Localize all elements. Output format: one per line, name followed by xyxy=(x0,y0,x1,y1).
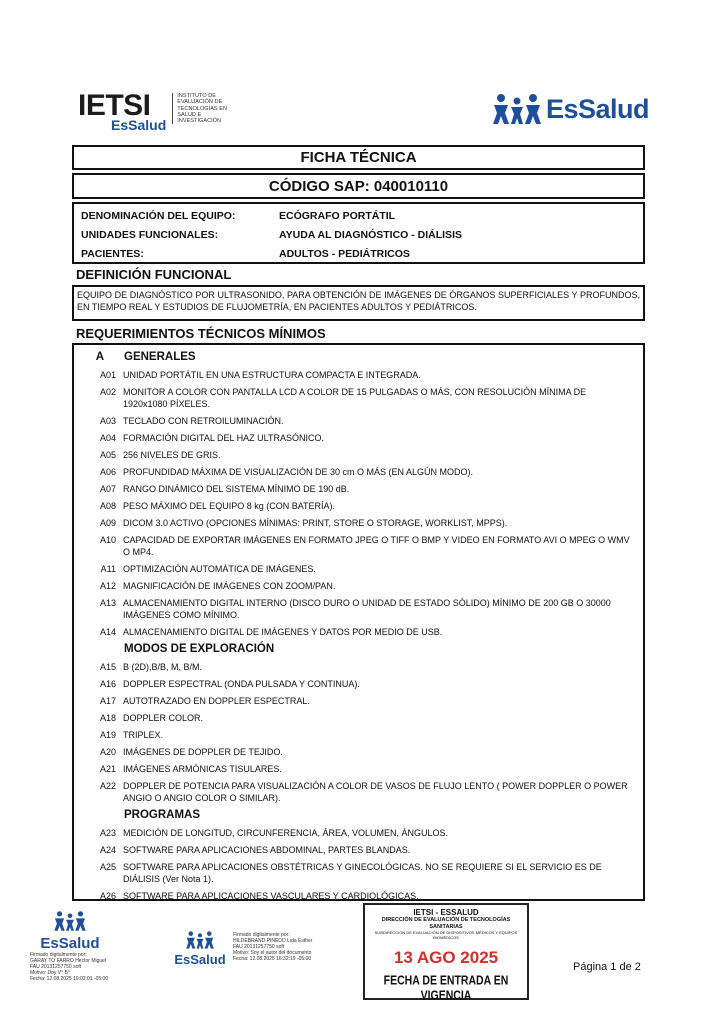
requirement-code: A05 xyxy=(99,450,116,460)
info-value: ECÓGRAFO PORTÁTIL xyxy=(279,210,396,222)
requirement-code: A19 xyxy=(99,730,116,740)
requirement-text: SOFTWARE PARA APLICACIONES VASCULARES Y CARDIOLÓGICAS. xyxy=(123,891,419,901)
ietsi-logo xyxy=(78,89,235,133)
requirement-row xyxy=(74,534,643,558)
requirement-text: OPTIMIZACIÓN AUTOMÁTICA DE IMÁGENES. xyxy=(123,564,316,574)
requirement-code: A04 xyxy=(99,433,116,443)
section-title: MODOS DE EXPLORACIÓN xyxy=(124,642,275,655)
requirement-text: 256 NIVELES DE GRIS. xyxy=(123,450,221,460)
requirement-text: FORMACIÓN DIGITAL DEL HAZ ULTRASÓNICO. xyxy=(123,433,325,443)
signature-line: Firmado digitalmente por: xyxy=(30,952,87,958)
ietsi-institute-text: INSTITUTO DE EVALUACIÓN DE TECNOLOGÍAS EN SALUD E INVESTIGACIÓN xyxy=(172,93,235,124)
requirement-row xyxy=(74,483,643,495)
essalud-wordmark: EsSalud xyxy=(546,93,650,124)
requirement-row xyxy=(74,763,643,775)
stamp-date: 13 AGO 2025 xyxy=(393,948,499,967)
requirement-row xyxy=(74,780,643,804)
signature-line: FAU 20131257750 soft xyxy=(233,944,285,950)
signature-text xyxy=(233,932,353,962)
requirement-text: PROFUNDIDAD MÁXIMA DE VISUALIZACIÓN DE 30 cm O MÁS (EN ALGÚN MODO). xyxy=(123,467,474,477)
requirement-text: TECLADO CON RETROILUMINACIÓN. xyxy=(123,416,284,426)
requirement-text: UNIDAD PORTÁTIL EN UNA ESTRUCTURA COMPACTA E INTEGRADA. xyxy=(123,370,421,380)
requirement-row xyxy=(74,712,643,724)
requirement-row xyxy=(74,661,643,673)
info-value: AYUDA AL DIAGNÓSTICO - DIÁLISIS xyxy=(279,229,462,241)
requirement-code: A14 xyxy=(99,627,116,637)
validity-stamp xyxy=(363,903,529,1003)
signature-line: Fecha: 12.08.2025 16:32:19 -05:00 xyxy=(233,956,312,962)
requirements-section-title xyxy=(74,349,643,364)
requirement-row xyxy=(74,695,643,707)
requirement-text: DOPPLER DE POTENCIA PARA VISUALIZACIÓN A COLOR DE VASOS DE FLUJO LENTO ( POWER DOPPLER O POWER ANGIO O ANGIO COLOR O SIMILAR). xyxy=(123,781,628,803)
requirement-row xyxy=(74,415,643,427)
requirement-row xyxy=(74,517,643,529)
requirement-row xyxy=(74,580,643,592)
requirement-code: A06 xyxy=(99,467,116,477)
family-icon xyxy=(53,910,87,932)
family-icon xyxy=(491,93,543,125)
signature-logo-2 xyxy=(170,930,230,967)
requirement-text: TRIPLEX. xyxy=(123,730,164,740)
signature-line: FAU 20131257750 soft xyxy=(30,964,82,970)
requirement-row xyxy=(74,500,643,512)
requirement-row xyxy=(74,678,643,690)
info-row xyxy=(81,245,636,264)
essalud-logo xyxy=(491,93,649,125)
requirement-row xyxy=(74,626,643,638)
requirement-row xyxy=(74,386,643,410)
requirement-text: SOFTWARE PARA APLICACIONES ABDOMINAL, PARTES BLANDAS. xyxy=(123,845,411,855)
essalud-wordmark: EsSalud xyxy=(40,935,100,952)
section-title: PROGRAMAS xyxy=(124,808,201,821)
stamp-footer: FECHA DE ENTRADA EN VIGENCIA xyxy=(383,973,509,1003)
requirement-text: MAGNIFICACIÓN DE IMÁGENES CON ZOOM/PAN. xyxy=(123,581,336,591)
info-label: UNIDADES FUNCIONALES: xyxy=(81,229,219,241)
requirement-code: A16 xyxy=(99,679,116,689)
info-row xyxy=(81,207,636,226)
requirement-row xyxy=(74,449,643,461)
requirements-section-title xyxy=(74,641,643,656)
requirement-code: A26 xyxy=(99,891,116,901)
requirement-row xyxy=(74,844,643,856)
page-number: Página 1 de 2 xyxy=(573,961,641,973)
requirement-row xyxy=(74,369,643,381)
info-value: ADULTOS - PEDIÁTRICOS xyxy=(279,248,410,260)
info-label: DENOMINACIÓN DEL EQUIPO: xyxy=(81,210,236,222)
requirement-row xyxy=(74,563,643,575)
info-label: PACIENTES: xyxy=(81,248,144,260)
requirement-text: ALMACENAMIENTO DIGITAL DE IMÁGENES Y DATOS POR MEDIO DE USB. xyxy=(123,627,443,637)
requirement-row xyxy=(74,432,643,444)
signature-line: Motivo: Soy el autor del documento xyxy=(233,950,312,956)
requerimientos-heading: REQUERIMIENTOS TÉCNICOS MÍNIMOS xyxy=(76,326,326,341)
signature-line: HILDEBRAND PINEDO Lida Esther xyxy=(233,938,313,944)
definicion-heading: DEFINICIÓN FUNCIONAL xyxy=(76,267,232,282)
definicion-text: EQUIPO DE DIAGNÓSTICO POR ULTRASONIDO, PARA OBTENCIÓN DE IMÁGENES DE ÓRGANOS SUPERFICIALES Y PROFUNDOS, EN TIEMPO REAL Y ESTUDIOS DE FLUJOMETRÍA, EN PACIENTES ADULTOS Y PEDIÁTRICOS. xyxy=(72,285,645,321)
requirement-text: IMÁGENES DE DOPPLER DE TEJIDO. xyxy=(123,747,283,757)
requirements-section-title xyxy=(74,807,643,822)
requirement-code: A20 xyxy=(99,747,116,757)
requirement-code: A25 xyxy=(99,862,116,872)
requirement-text: B (2D),B/B, M, B/M. xyxy=(123,662,203,672)
document-title: FICHA TÉCNICA xyxy=(72,145,645,170)
signature-block-1 xyxy=(30,910,120,982)
requirement-code: A03 xyxy=(99,416,116,426)
requirement-row xyxy=(74,827,643,839)
requirement-code: A07 xyxy=(99,484,116,494)
signature-line: Fecha: 12.08.2025 19:02:01 -05:00 xyxy=(30,976,109,982)
requirement-code: A23 xyxy=(99,828,116,838)
requirement-code: A01 xyxy=(99,370,116,380)
requirement-code: A08 xyxy=(99,501,116,511)
ietsi-wordmark: IETSI xyxy=(78,89,151,122)
requirement-code: A12 xyxy=(99,581,116,591)
requirement-code: A02 xyxy=(99,387,116,397)
equipment-info xyxy=(72,202,645,264)
requirement-row xyxy=(74,746,643,758)
stamp-subtitle-2: SUBDIRECCIÓN DE EVALUACIÓN DE DISPOSITIVOS MÉDICOS Y EQUIPOS BIOMÉDICOS xyxy=(374,930,518,940)
requirement-text: DOPPLER COLOR. xyxy=(123,713,204,723)
requirement-row xyxy=(74,466,643,478)
requirement-row xyxy=(74,597,643,621)
essalud-wordmark: EsSalud xyxy=(174,952,226,967)
requirement-code: A11 xyxy=(100,564,116,574)
sap-code: CÓDIGO SAP: 040010110 xyxy=(72,173,645,199)
ietsi-essalud-sub: EsSalud xyxy=(111,117,167,133)
requirement-text: ALMACENAMIENTO DIGITAL INTERNO (DISCO DURO O UNIDAD DE ESTADO SÓLIDO) MÍNIMO DE 200 GB O 30000 IMÁGENES COMO MÍNIMO. xyxy=(123,598,611,620)
signature-line: Motivo: Doy V° B° xyxy=(30,970,70,976)
signature-text xyxy=(30,952,120,982)
requirement-text: AUTOTRAZADO EN DOPPLER ESPECTRAL. xyxy=(123,696,310,706)
requirement-row xyxy=(74,861,643,885)
info-row xyxy=(81,226,636,245)
requirement-code: A22 xyxy=(99,781,116,791)
requirement-text: IMÁGENES ARMÓNICAS TISULARES. xyxy=(123,764,282,774)
requirement-text: MONITOR A COLOR CON PANTALLA LCD A COLOR DE 15 PULGADAS O MÁS, CON RESOLUCIÓN MÍNIMA DE 1920x1080 PÍXELES. xyxy=(123,387,587,409)
requirements-box xyxy=(72,343,645,901)
requirement-code: A10 xyxy=(99,535,116,545)
requirement-code: A17 xyxy=(99,696,116,706)
stamp-subtitle: DIRECCIÓN DE EVALUACIÓN DE TECNOLOGÍAS SANITARIAS xyxy=(381,917,511,930)
requirement-text: DOPPLER ESPECTRAL (ONDA PULSADA Y CONTINUA). xyxy=(123,679,360,689)
stamp-title: IETSI - ESSALUD xyxy=(413,908,479,917)
requirement-code: A18 xyxy=(99,713,116,723)
signature-line: GARAY TO FARRO Hector Miguel xyxy=(30,958,107,964)
requirement-code: A21 xyxy=(99,764,116,774)
signature-line: Firmado digitalmente por: xyxy=(233,932,290,938)
requirement-code: A15 xyxy=(99,662,116,672)
requirement-code: A13 xyxy=(99,598,116,608)
requirement-row xyxy=(74,890,643,902)
requirement-text: SOFTWARE PARA APLICACIONES OBSTÉTRICAS Y GINECOLÓGICAS. NO SE REQUIERE SI EL SERVICIO ES DE DIÁLISIS (Ver Nota 1). xyxy=(123,862,602,884)
section-title: GENERALES xyxy=(124,350,196,363)
requirement-text: RANGO DINÁMICO DEL SISTEMA MÍNIMO DE 190 dB. xyxy=(123,484,350,494)
family-icon xyxy=(185,930,215,950)
section-letter: A xyxy=(95,350,104,363)
requirement-text: PESO MÁXIMO DEL EQUIPO 8 kg (CON BATERÍA). xyxy=(123,501,336,511)
requirement-text: CAPACIDAD DE EXPORTAR IMÁGENES EN FORMATO JPEG O TIFF O BMP Y VIDEO EN FORMATO AVI O MPEG O WMV O MP4. xyxy=(123,535,630,557)
requirement-text: MEDICIÓN DE LONGITUD, CIRCUNFERENCIA, ÁREA, VOLUMEN, ÁNGULOS. xyxy=(123,828,449,838)
requirement-text: DICOM 3.0 ACTIVO (OPCIONES MÍNIMAS: PRINT, STORE O STORAGE, WORKLIST, MPPS). xyxy=(123,518,508,528)
requirement-row xyxy=(74,729,643,741)
requirement-code: A09 xyxy=(99,518,116,528)
requirement-code: A24 xyxy=(99,845,116,855)
